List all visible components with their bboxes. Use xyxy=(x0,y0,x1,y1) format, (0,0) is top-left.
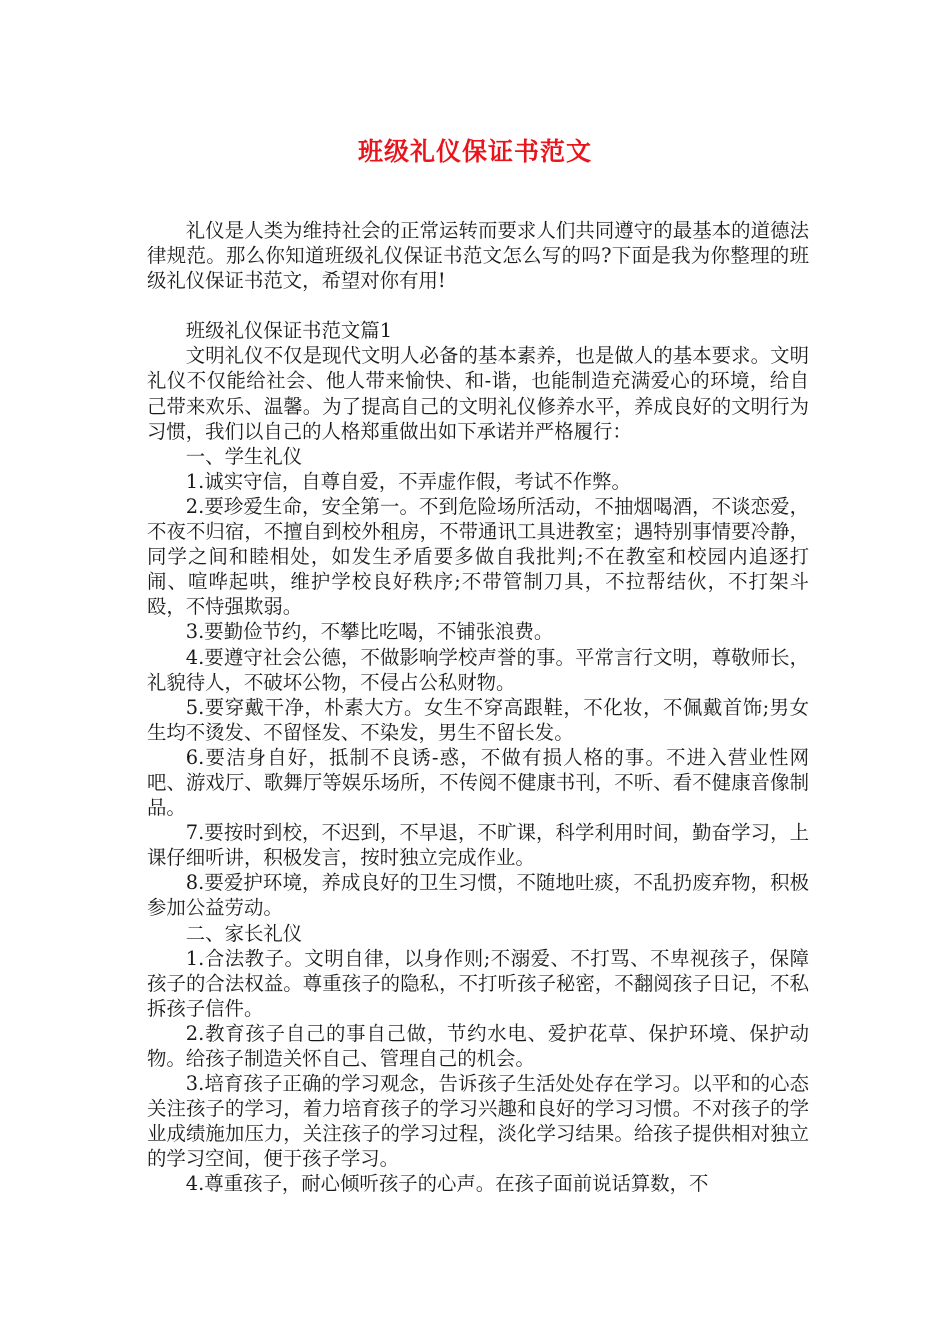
paragraph-parent-4: 4.尊重孩子，耐心倾听孩子的心声。在孩子面前说话算数，不 xyxy=(185,1172,709,1196)
section-heading: 班级礼仪保证书范文篇1 xyxy=(185,319,393,343)
paragraph-parent-2: 2.教育孩子自己的事自己做，节约水电、爱护花草、保护环境、保护动物。给孩子制造关怀自己、管理自己的机会。 xyxy=(147,1021,809,1070)
document-title: 班级礼仪保证书范文 xyxy=(357,137,592,166)
paragraph-student-3: 3.要勤俭节约，不攀比吃喝，不铺张浪费。 xyxy=(185,620,554,644)
intro-paragraph: 礼仪是人类为维持社会的正常运转而要求人们共同遵守的最基本的道德法律规范。那么你知道班级礼仪保证书范文怎么写的吗?下面是我为你整理的班级礼仪保证书范文，希望对你有用! xyxy=(147,219,809,293)
paragraph-student-8: 8.要爱护环境，养成良好的卫生习惯，不随地吐痰，不乱扔废弃物，积极参加公益劳动。 xyxy=(147,871,809,920)
heading-student-etiquette: 一、学生礼仪 xyxy=(185,444,303,468)
paragraph-student-6: 6.要洁身自好，抵制不良诱-惑，不做有损人格的事。不进入营业性网吧、游戏厅、歌舞厅等娱乐场所，不传阅不健康书刊，不听、看不健康音像制品。 xyxy=(147,745,809,820)
paragraph-student-2: 2.要珍爱生命，安全第一。不到危险场所活动，不抽烟喝酒，不谈恋爱，不夜不归宿，不擅自到校外租房，不带通讯工具进教室；遇特别事情要冷静，同学之间和睦相处，如发生矛盾要多做自我批判;不在教室和校园内追逐打闹、喧哗起哄，维护学校良好秩序;不带管制刀具，不拉帮结伙，不打架斗殴，不恃强欺弱。 xyxy=(147,494,809,619)
document-body xyxy=(147,218,809,1197)
paragraph-parent-1: 1.合法教子。文明自律，以身作则;不溺爱、不打骂、不卑视孩子，保障孩子的合法权益。尊重孩子的隐私，不打听孩子秘密，不翻阅孩子日记，不私拆孩子信件。 xyxy=(147,946,809,1020)
paragraph-pledge: 文明礼仪不仅是现代文明人必备的基本素养，也是做人的基本要求。文明礼仪不仅能给社会、他人带来愉快、和-谐，也能制造充满爱心的环境，给自己带来欢乐、温馨。为了提高自己的文明礼仪修养水平，养成良好的文明行为习惯，我们以自己的人格郑重做出如下承诺并严格履行： xyxy=(147,344,809,443)
heading-parent-etiquette: 二、家长礼仪 xyxy=(185,921,303,945)
paragraph-student-1: 1.诚实守信，自尊自爱，不弄虚作假，考试不作弊。 xyxy=(185,469,631,493)
paragraph-student-4: 4.要遵守社会公德，不做影响学校声誉的事。平常言行文明，尊敬师长，礼貌待人，不破坏公物，不侵占公私财物。 xyxy=(147,645,809,694)
paragraph-parent-3: 3.培育孩子正确的学习观念，告诉孩子生活处处存在学习。以平和的心态关注孩子的学习，着力培育孩子的学习兴趣和良好的学习习惯。不对孩子的学业成绩施加压力，关注孩子的学习过程，淡化学习结果。给孩子提供相对独立的学习空间，便于孩子学习。 xyxy=(147,1072,809,1171)
paragraph-student-5: 5.要穿戴干净，朴素大方。女生不穿高跟鞋，不化妆，不佩戴首饰;男女生均不烫发、不留怪发、不染发，男生不留长发。 xyxy=(147,695,809,744)
paragraph-student-7: 7.要按时到校，不迟到，不早退，不旷课，科学利用时间，勤奋学习，上课仔细听讲，积极发言，按时独立完成作业。 xyxy=(147,821,809,870)
